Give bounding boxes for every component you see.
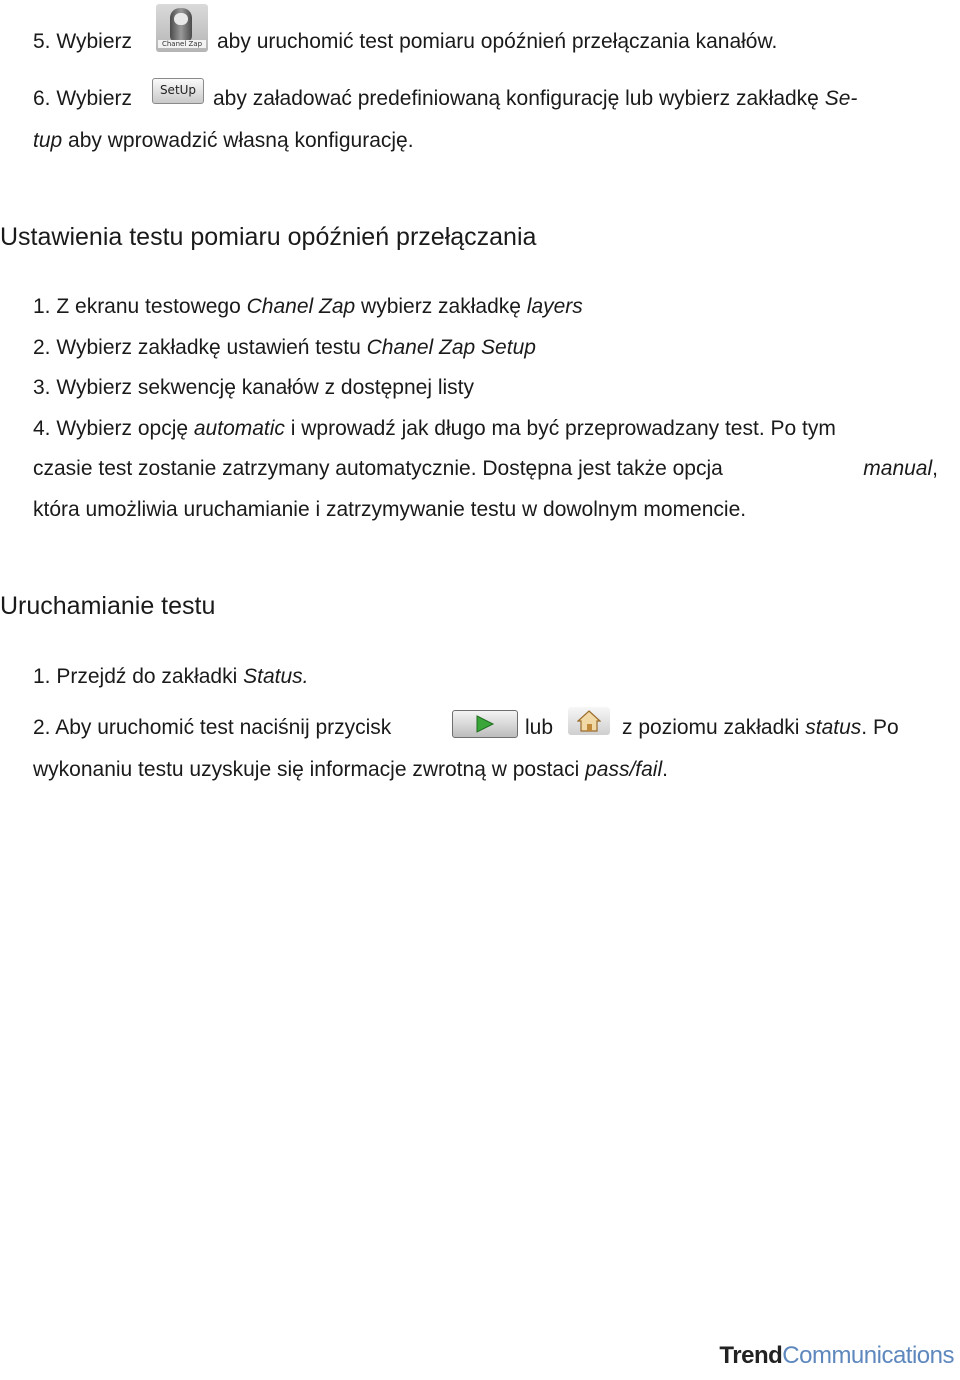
section-heading-settings: Ustawienia testu pomiaru opóźnień przełączania (0, 223, 537, 251)
home-icon (568, 707, 610, 735)
play-icon (452, 710, 518, 738)
running-item-2-end: z poziomu zakładki status. Po (622, 716, 899, 739)
running-item-1: 1. Przejdź do zakładki Status. (33, 665, 309, 688)
settings-item-4-line-2: czasie test zostanie zatrzymany automatycznie. Dostępna jest także opcja manual, (33, 457, 938, 480)
running-item-2-line-2: wykonaniu testu uzyskuje się informacje zwrotną w postaci pass/fail. (33, 758, 668, 781)
settings-item-3: 3. Wybierz sekwencję kanałów z dostępnej listy (33, 376, 475, 399)
settings-item-1: 1. Z ekranu testowego Chanel Zap wybierz zakładkę layers (33, 295, 583, 318)
step-5-prefix: 5. Wybierz (33, 30, 133, 53)
chanel-zap-icon (156, 4, 208, 52)
step-6-prefix: 6. Wybierz (33, 87, 133, 110)
running-item-2-or: lub (525, 716, 554, 739)
step-6-italic-setup: Se- (824, 87, 858, 110)
settings-item-4-line-1: 4. Wybierz opcję automatic i wprowadź jak długo ma być przeprowadzany test. Po tym (33, 417, 836, 440)
running-item-2-start: 2. Aby uruchomić test naciśnij przycisk (33, 716, 392, 739)
chanel-zap-icon-caption: Chanel Zap (158, 40, 206, 48)
step-5-line (33, 29, 132, 55)
trend-communications-logo: TrendCommunications (719, 1342, 954, 1369)
step-6-suffix: aby załadować predefiniowaną konfigurację lub wybierz zakładkę Se- (213, 87, 858, 110)
section-heading-running: Uruchamianie testu (0, 592, 216, 620)
setup-icon: SetUp (152, 78, 204, 104)
step-5-suffix: aby uruchomić test pomiaru opóźnień przełączania kanałów. (217, 30, 778, 53)
settings-item-4-line-3: która umożliwia uruchamianie i zatrzymywanie testu w dowolnym momencie. (33, 498, 747, 521)
settings-item-2: 2. Wybierz zakładkę ustawień testu Chanel Zap Setup (33, 336, 536, 359)
step-6-line-2: tup aby wprowadzić własną konfigurację. (33, 129, 414, 152)
